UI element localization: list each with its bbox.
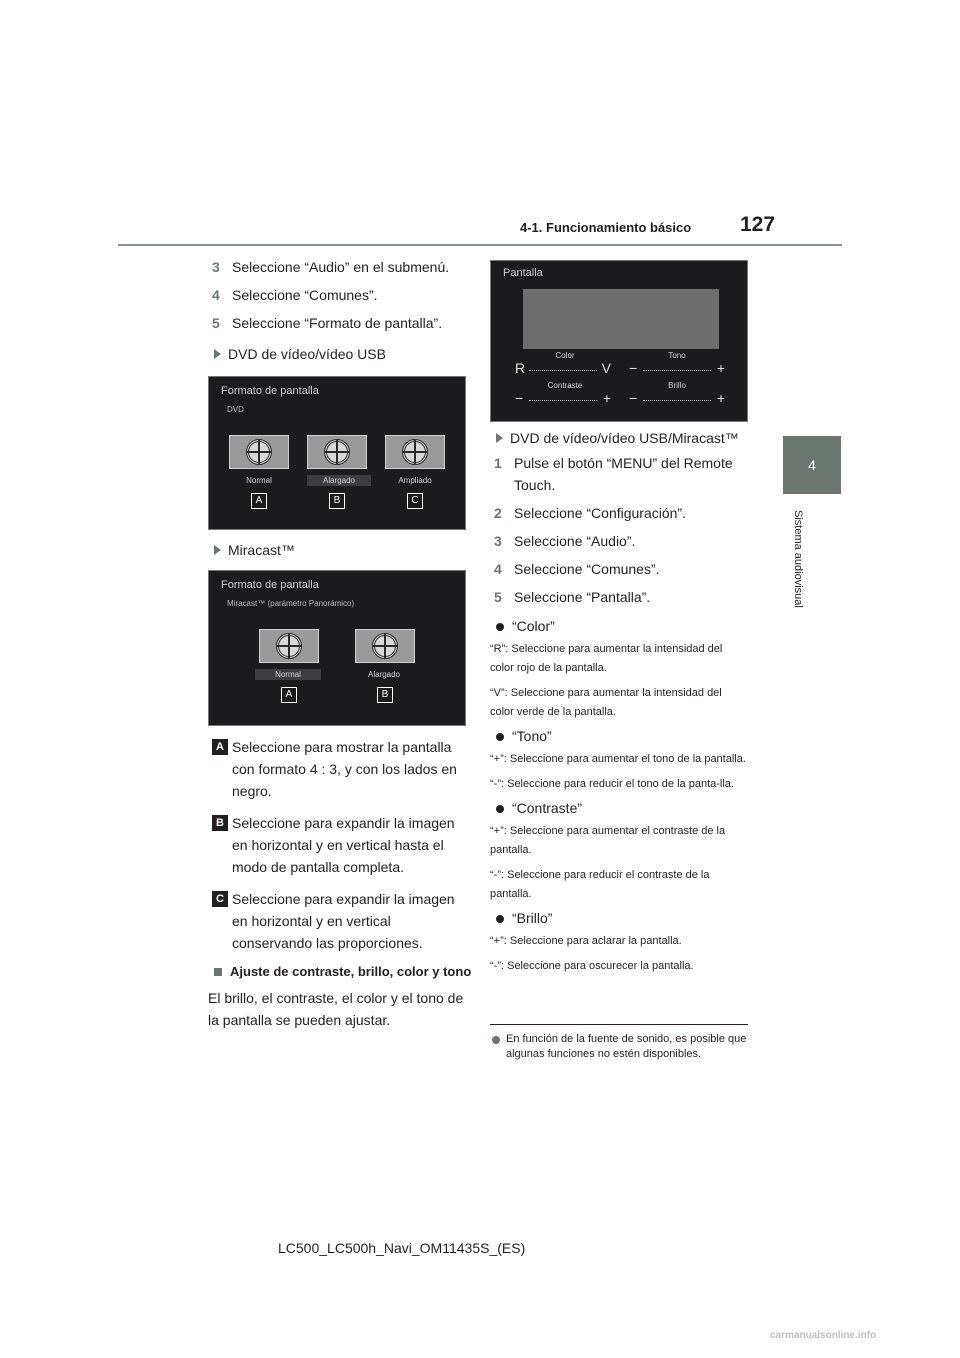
left-column (208, 250, 472, 1031)
description: “+”: Seleccione para aumentar el tono de la pantalla. (490, 753, 746, 765)
note-text: En función de la fuente de sonido, es posible que algunas funciones no estén disponibles. (506, 1033, 747, 1060)
preview-alargado (355, 629, 415, 663)
option-alargado[interactable]: Alargado (322, 476, 356, 485)
header-divider (118, 244, 842, 246)
preview-area (523, 289, 719, 349)
step-number: 5 (494, 589, 502, 605)
preview-normal (229, 435, 289, 469)
step-number: 5 (212, 315, 220, 331)
wheel-icon (372, 633, 398, 659)
color-label: Color (555, 351, 575, 360)
screen-dvd-format (208, 376, 466, 530)
settings-list (490, 618, 748, 976)
description: “-”: Seleccione para reducir el contraste de la pantalla. (490, 869, 710, 900)
right-column (490, 250, 748, 982)
option-normal[interactable]: Normal (275, 670, 301, 679)
definition-text: Seleccione para mostrar la pantalla con formato 4 : 3, y con los lados en negro. (232, 739, 457, 799)
subheading-text: Miracast™ (228, 542, 295, 558)
description: “+”: Seleccione para aumentar el contraste de la pantalla. (490, 825, 726, 856)
bullet-title: “Brillo” (512, 910, 553, 926)
step-number: 4 (212, 287, 220, 303)
step (208, 256, 472, 278)
option-alargado[interactable]: Alargado (367, 670, 401, 679)
definition-c (208, 888, 472, 954)
label-a: A (212, 739, 228, 755)
label-c: C (212, 891, 228, 907)
slider-track (529, 370, 597, 372)
bullet-color (490, 618, 748, 634)
step-text: Seleccione “Comunes”. (514, 561, 660, 577)
step-number: 2 (494, 505, 502, 521)
bullet-dot-icon (496, 623, 504, 631)
option-ampliado[interactable]: Ampliado (398, 476, 432, 485)
callout-a: A (251, 493, 267, 509)
wheel-icon (402, 439, 428, 465)
subheading (208, 542, 472, 558)
brillo-plus-button[interactable]: + (716, 390, 725, 406)
step-text: Seleccione “Audio” en el submenú. (232, 259, 450, 275)
tono-plus-button[interactable]: + (716, 360, 725, 376)
definition-text: Seleccione para expandir la imagen en horizontal y en vertical conservando las proporciones. (232, 891, 455, 951)
slider-track (643, 400, 711, 402)
screen-subtitle: DVD (227, 405, 244, 414)
definition-b (208, 812, 472, 878)
label-b: B (212, 815, 228, 831)
bullet-tono (490, 728, 748, 744)
bullet-brillo (490, 910, 748, 926)
option-normal[interactable]: Normal (246, 476, 272, 485)
step (490, 558, 748, 580)
color-v-button[interactable]: V (601, 360, 611, 376)
bullet-dot-icon (496, 733, 504, 741)
step (490, 530, 748, 552)
note-divider (490, 1024, 748, 1025)
square-bullet-icon (214, 968, 222, 976)
screen-title: Formato de pantalla (221, 385, 319, 397)
triangle-icon (496, 433, 503, 443)
contraste-label: Contraste (547, 381, 583, 390)
tono-minus-button[interactable]: − (629, 360, 638, 376)
chapter-label-text: Sistema audiovisual (792, 510, 804, 608)
definition-a (208, 736, 472, 802)
section-paragraph: El brillo, el contraste, el color y el tono de la pantalla se pueden ajustar. (208, 990, 464, 1028)
contraste-plus-button[interactable]: + (602, 390, 611, 406)
brillo-label: Brillo (668, 381, 686, 390)
color-slider[interactable] (511, 360, 615, 377)
callout-b: B (377, 687, 393, 703)
step-text: Seleccione “Pantalla”. (514, 589, 651, 605)
step-number: 1 (494, 455, 502, 471)
step (208, 312, 472, 334)
description: “R”: Seleccione para aumentar la intensidad del color rojo de la pantalla. (490, 643, 723, 674)
bullet-title: “Color” (512, 618, 555, 634)
callout-a: A (281, 687, 297, 703)
section-heading (208, 964, 472, 979)
step-number: 3 (494, 533, 502, 549)
step (490, 586, 748, 608)
description: “-”: Seleccione para oscurecer la pantalla. (490, 960, 694, 972)
subheading-text: DVD de vídeo/vídeo USB/Miracast™ (510, 430, 739, 446)
triangle-icon (214, 349, 221, 359)
bullet-title: “Contraste” (512, 800, 583, 816)
step-text: Seleccione “Comunes”. (232, 287, 378, 303)
watermark: carmanualsonline.info (770, 1330, 877, 1341)
subheading (208, 346, 472, 362)
step-text: Seleccione “Formato de pantalla”. (232, 315, 443, 331)
screen-pantalla (490, 260, 748, 422)
preview-ampliado (385, 435, 445, 469)
step-text: Pulse el botón “MENU” del Remote Touch. (514, 455, 733, 493)
screen-title: Pantalla (503, 267, 543, 279)
bullet-dot-icon (496, 915, 504, 923)
step-text: Seleccione “Audio”. (514, 533, 636, 549)
screen-subtitle: Miracast™ (parámetro Panorámico) (227, 599, 355, 608)
screen-title: Formato de pantalla (221, 579, 319, 591)
contraste-minus-button[interactable]: − (515, 390, 524, 406)
bullet-contraste (490, 800, 748, 816)
description: “V”: Seleccione para aumentar la intensidad del color verde de la pantalla. (490, 687, 722, 718)
step (490, 502, 748, 524)
subheading (490, 430, 748, 446)
brillo-minus-button[interactable]: − (629, 390, 638, 406)
slider-track (643, 370, 711, 372)
wheel-icon (276, 633, 302, 659)
preview-normal (259, 629, 319, 663)
footer-code: LC500_LC500h_Navi_OM11435S_(ES) (278, 1240, 526, 1256)
step-number: 4 (494, 561, 502, 577)
bullet-title: “Tono” (512, 728, 552, 744)
triangle-icon (214, 545, 221, 555)
step (490, 452, 748, 496)
section-heading-text: Ajuste de contraste, brillo, color y tono (230, 964, 472, 979)
note (490, 1032, 748, 1062)
step-number: 3 (212, 259, 220, 275)
slider-track (529, 400, 597, 402)
subheading-text: DVD de vídeo/vídeo USB (228, 346, 386, 362)
note-dot-icon (492, 1036, 500, 1044)
description: “+”: Seleccione para aclarar la pantalla. (490, 935, 682, 947)
description: “-”: Seleccione para reducir el tono de la panta-lla. (490, 778, 734, 790)
preview-alargado (307, 435, 367, 469)
screen-miracast-format (208, 570, 466, 726)
section-title: 4-1. Funcionamiento básico (520, 220, 692, 235)
callout-c: C (407, 493, 423, 509)
definitions (208, 736, 472, 954)
brillo-slider[interactable] (625, 390, 729, 407)
color-r-button[interactable]: R (515, 360, 526, 376)
contraste-slider[interactable] (511, 390, 615, 407)
tono-label: Tono (668, 351, 686, 360)
tono-slider[interactable] (625, 360, 729, 377)
bullet-dot-icon (496, 805, 504, 813)
step-text: Seleccione “Configuración”. (514, 505, 686, 521)
definition-text: Seleccione para expandir la imagen en horizontal y en vertical hasta el modo de pantalla completa. (232, 815, 455, 875)
wheel-icon (324, 439, 350, 465)
step (208, 284, 472, 306)
callout-b: B (329, 493, 345, 509)
chapter-label (790, 510, 804, 620)
wheel-icon (246, 439, 272, 465)
chapter-tab: 4 (783, 436, 841, 494)
page-number: 127 (740, 213, 776, 236)
